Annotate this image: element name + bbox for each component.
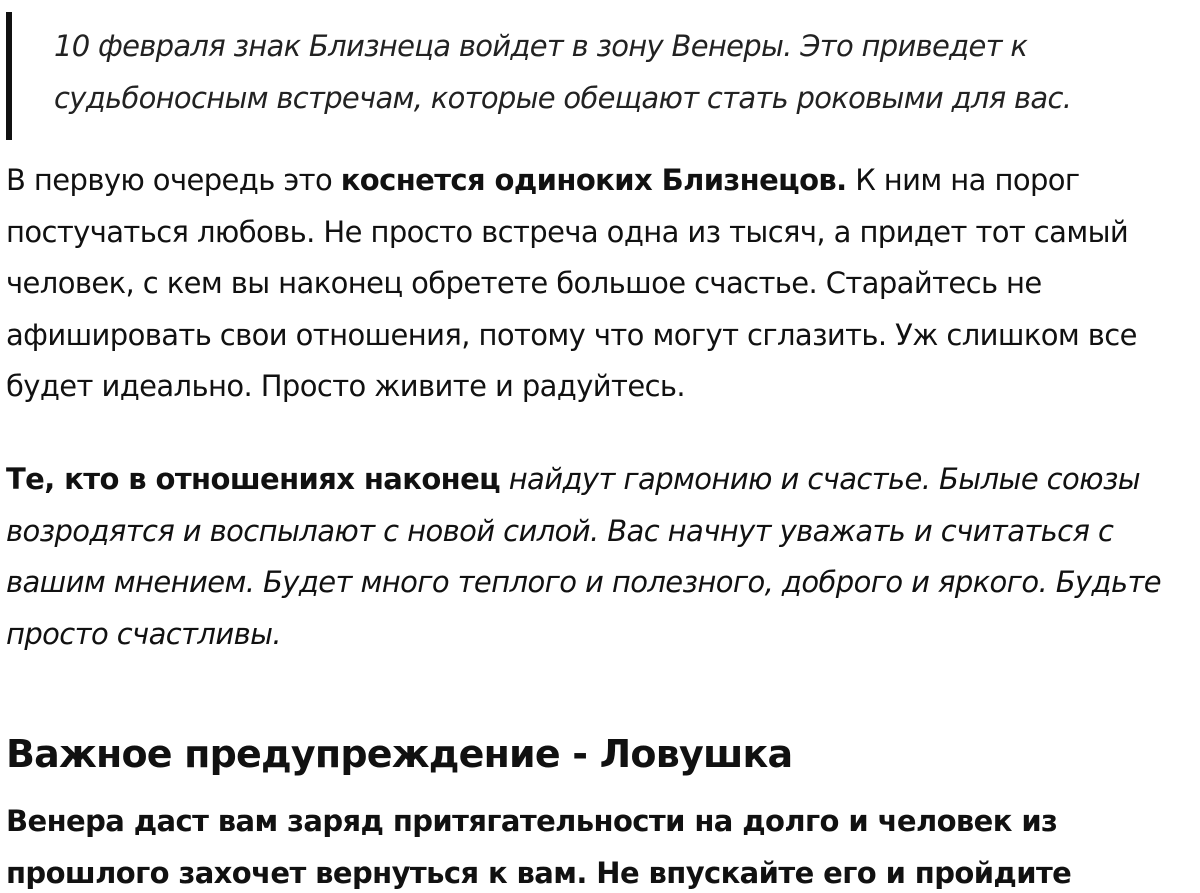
paragraph-bold-phrase: Те, кто в отношениях наконец [6,462,501,496]
paragraph-intro: В первую очередь это [6,163,341,197]
blockquote-bar [6,12,12,140]
section-lead-text: Венера даст вам заряд притягательности на долго и человек из прошлого захочет вернуться к вам. Не впускайте его и пройдите [6,804,1072,890]
paragraph-single-geminis [6,155,1200,413]
paragraph-bold-phrase: коснется одиноких Близнецов. [340,163,847,197]
paragraph-italic-text: найдут гармонию и счастье. Былые союзы возродятся и воспылают с новой силой. Вас начнут уважать и считаться с вашим мнением. Будет много теплого и полезного, доброго и яркого. Будьте просто счастливы. [6,462,1162,651]
paragraph-in-relationships [6,454,1200,660]
blockquote-text: 10 февраля знак Близнеца войдет в зону Венеры. Это приведет к судьбоносным встречам, которые обещают стать роковыми для вас. [54,29,1072,115]
section-heading: Важное предупреждение - Ловушка [6,732,793,776]
paragraph-rest: К ним на порог постучаться любовь. Не просто встреча одна из тысяч, а придет тот самый человек, с кем вы наконец обретете большое счастье. Старайтесь не афишировать свои отношения, потому что могут сглазить. Уж слишком все будет идеально. Просто живите и радуйтесь. [6,163,1137,403]
blockquote [6,12,1186,140]
